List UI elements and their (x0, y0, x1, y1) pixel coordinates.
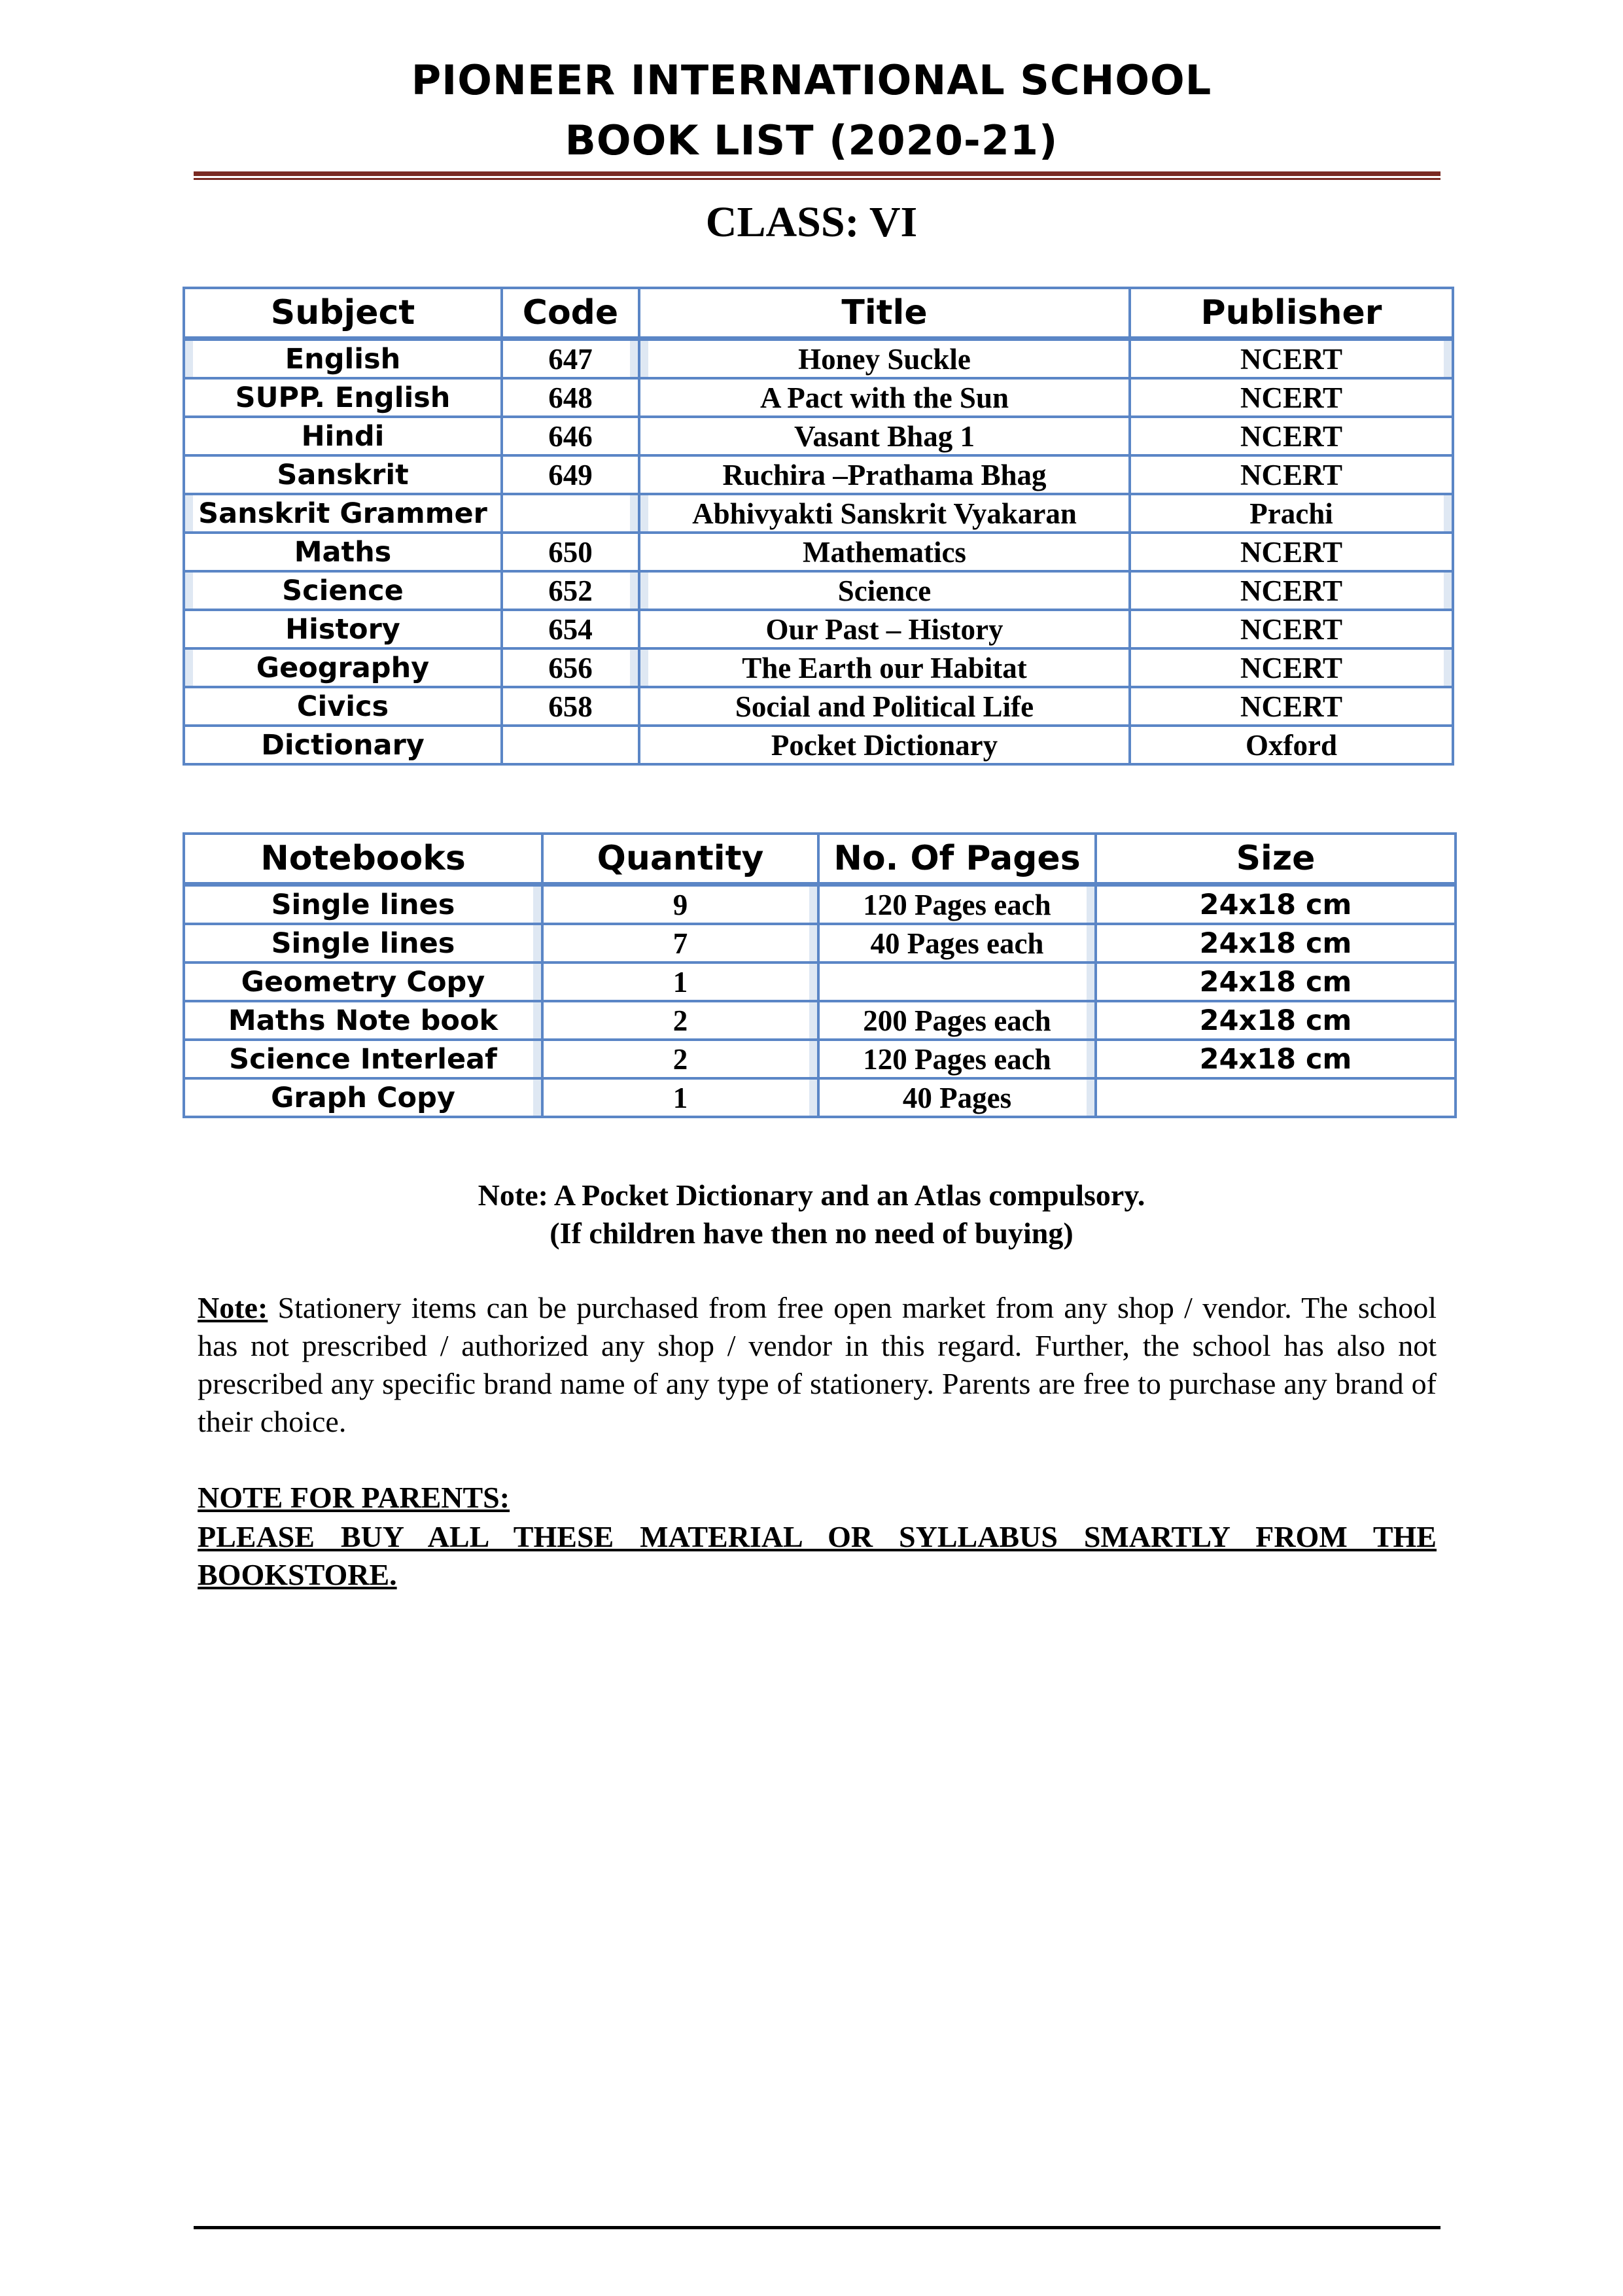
books-col-title: Title (639, 288, 1130, 339)
notebook-name: Single lines (184, 924, 542, 963)
table-row (184, 494, 1453, 533)
notebook-size: 24x18 cm (1096, 1001, 1456, 1040)
book-code (502, 726, 639, 764)
book-publisher: NCERT (1130, 648, 1453, 687)
notebook-name: Geometry Copy (184, 963, 542, 1001)
notebook-size: 24x18 cm (1096, 885, 1456, 925)
parents-note-heading: NOTE FOR PARENTS: (198, 1481, 510, 1514)
notebook-name: Single lines (184, 885, 542, 925)
book-code: 646 (502, 417, 639, 455)
book-subject: Dictionary (184, 726, 502, 764)
book-title: Pocket Dictionary (639, 726, 1130, 764)
table-row (184, 378, 1453, 417)
parents-note-text: PLEASE BUY ALL THESE MATERIAL OR SYLLABUS SMARTLY FROM THE BOOKSTORE. (198, 1520, 1437, 1591)
book-subject: Sanskrit (184, 455, 502, 494)
book-title: A Pact with the Sun (639, 378, 1130, 417)
table-row (184, 339, 1453, 379)
stationery-note (198, 1289, 1437, 1441)
notebook-name: Science Interleaf (184, 1040, 542, 1078)
table-row (184, 648, 1453, 687)
books-table (183, 287, 1454, 766)
book-subject: Sanskrit Grammer (184, 494, 502, 533)
book-subject: Science (184, 571, 502, 610)
class-title: CLASS: VI (705, 198, 918, 246)
books-col-publisher: Publisher (1130, 288, 1453, 339)
notebook-size (1096, 1078, 1456, 1117)
table-row (184, 571, 1453, 610)
books-header-row (184, 288, 1453, 339)
notebook-size: 24x18 cm (1096, 1040, 1456, 1078)
notebook-name: Maths Note book (184, 1001, 542, 1040)
book-code (502, 494, 639, 533)
book-title: Social and Political Life (639, 687, 1130, 726)
notebook-pages (818, 963, 1096, 1001)
notebook-pages: 200 Pages each (818, 1001, 1096, 1040)
notebooks-col-pages: No. Of Pages (818, 834, 1096, 885)
table-row (184, 687, 1453, 726)
book-publisher: NCERT (1130, 571, 1453, 610)
table-row (184, 1078, 1456, 1117)
notebooks-col-notebooks: Notebooks (184, 834, 542, 885)
dictionary-note-sub: (If children have then no need of buying) (550, 1216, 1073, 1250)
table-row (184, 610, 1453, 648)
book-title: Mathematics (639, 533, 1130, 571)
book-title: Science (639, 571, 1130, 610)
book-publisher: NCERT (1130, 687, 1453, 726)
book-code: 656 (502, 648, 639, 687)
book-code: 652 (502, 571, 639, 610)
school-title: PIONEER INTERNATIONAL SCHOOL (411, 56, 1212, 104)
notebooks-table (183, 832, 1457, 1118)
notebook-size: 24x18 cm (1096, 924, 1456, 963)
stationery-note-label: Note: (198, 1291, 268, 1324)
book-title: Our Past – History (639, 610, 1130, 648)
notebook-quantity: 2 (542, 1040, 818, 1078)
book-subject: Maths (184, 533, 502, 571)
table-row (184, 885, 1456, 925)
book-code: 654 (502, 610, 639, 648)
book-subject: English (184, 339, 502, 379)
book-code: 649 (502, 455, 639, 494)
table-row (184, 417, 1453, 455)
dictionary-note: Note: A Pocket Dictionary and an Atlas compulsory. (478, 1178, 1145, 1212)
stationery-note-text: Stationery items can be purchased from free open market from any shop / vendor. The school has not prescribed / authorized any shop / vendor in this regard. Further, the school has also not prescribed any specific brand name of any type of stationery. Parents are free to purchase any brand of their choice. (198, 1291, 1437, 1438)
footer-rule (194, 2226, 1440, 2229)
notebook-pages: 120 Pages each (818, 1040, 1096, 1078)
notebook-quantity: 7 (542, 924, 818, 963)
book-title: Abhivyakti Sanskrit Vyakaran (639, 494, 1130, 533)
table-row (184, 924, 1456, 963)
book-subject: SUPP. English (184, 378, 502, 417)
booklist-title: BOOK LIST (2020-21) (565, 116, 1058, 164)
notebooks-col-quantity: Quantity (542, 834, 818, 885)
notebook-pages: 40 Pages each (818, 924, 1096, 963)
notebook-name: Graph Copy (184, 1078, 542, 1117)
book-subject: Geography (184, 648, 502, 687)
notebook-pages: 40 Pages (818, 1078, 1096, 1117)
book-title: Ruchira –Prathama Bhag (639, 455, 1130, 494)
book-publisher: Prachi (1130, 494, 1453, 533)
book-title: The Earth our Habitat (639, 648, 1130, 687)
book-code: 650 (502, 533, 639, 571)
table-row (184, 726, 1453, 764)
book-publisher: NCERT (1130, 455, 1453, 494)
book-publisher: Oxford (1130, 726, 1453, 764)
book-publisher: NCERT (1130, 533, 1453, 571)
notebook-quantity: 1 (542, 1078, 818, 1117)
notebooks-col-size: Size (1096, 834, 1456, 885)
book-subject: History (184, 610, 502, 648)
header-rule (194, 171, 1440, 176)
books-col-subject: Subject (184, 288, 502, 339)
book-code: 648 (502, 378, 639, 417)
book-publisher: NCERT (1130, 339, 1453, 379)
book-title: Honey Suckle (639, 339, 1130, 379)
notebook-quantity: 9 (542, 885, 818, 925)
notebooks-header-row (184, 834, 1456, 885)
book-code: 658 (502, 687, 639, 726)
book-publisher: NCERT (1130, 610, 1453, 648)
book-publisher: NCERT (1130, 378, 1453, 417)
books-col-code: Code (502, 288, 639, 339)
book-title: Vasant Bhag 1 (639, 417, 1130, 455)
book-publisher: NCERT (1130, 417, 1453, 455)
notebook-size: 24x18 cm (1096, 963, 1456, 1001)
table-row (184, 963, 1456, 1001)
book-subject: Civics (184, 687, 502, 726)
table-row (184, 1040, 1456, 1078)
notebook-quantity: 1 (542, 963, 818, 1001)
table-row (184, 1001, 1456, 1040)
table-row (184, 533, 1453, 571)
notebook-pages: 120 Pages each (818, 885, 1096, 925)
book-code: 647 (502, 339, 639, 379)
notebook-quantity: 2 (542, 1001, 818, 1040)
book-subject: Hindi (184, 417, 502, 455)
table-row (184, 455, 1453, 494)
header-rule-thin (194, 178, 1440, 180)
